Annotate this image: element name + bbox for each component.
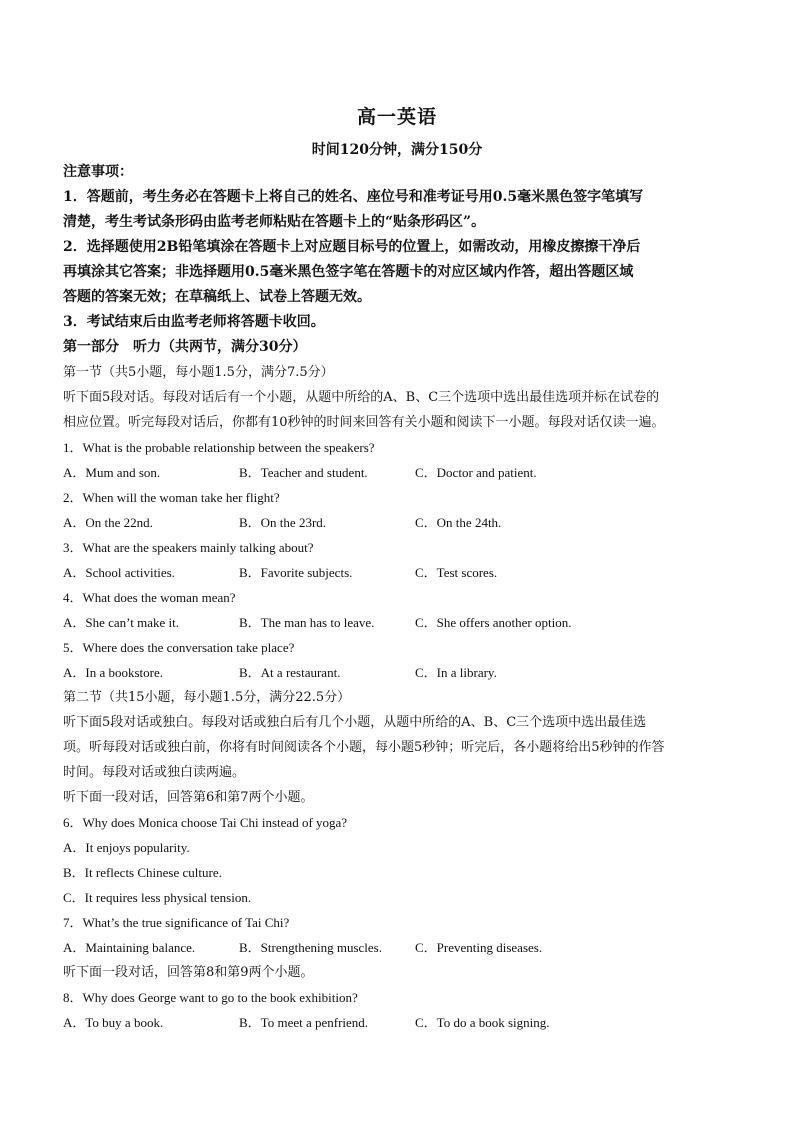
notice-item-2-line-3: 答题的答案无效；在草稿纸上、试卷上答题无效。 [63,289,371,305]
question-4-option-a: A．She can’t make it. [63,615,180,630]
dialogue-group-1-intro: 听下面一段对话，回答第6和第7两个小题。 [63,790,314,805]
question-5-options [63,660,735,685]
question-1-option-a: A．Mum and son. [63,465,161,480]
exam-content [63,160,735,1035]
question-4: 4．What does the woman mean? [63,590,236,605]
section-2-instructions-line-2: 项。听每段对话或独白前，你将有时间阅读各个小题，每小题5秒钟；听完后，各小题将给出5秒钟的作答 [63,740,665,755]
section-2-instructions-line-1: 听下面5段对话或独白。每段对话或独白后有几个小题，从题中所给的A、B、C三个选项中选出最佳选 [63,715,647,730]
notice-heading: 注意事项： [63,164,133,180]
page-title: 高一英语 [356,106,437,128]
question-3-option-b: B．Favorite subjects. [239,565,353,580]
question-8-option-a: A．To buy a book. [63,1015,164,1030]
part-1-heading: 第一部分 听力（共两节，满分30分） [63,339,307,355]
notice-item-2-line-1: 2．选择题使用2B铅笔填涂在答题卡上对应题目标号的位置上，如需改动，用橡皮擦擦干净后 [63,239,641,255]
section-1-instructions-line-1: 听下面5段对话。每段对话后有一个小题，从题中所给的A、B、C三个选项中选出最佳选项并标在试卷的 [63,390,660,405]
section-1-heading: 第一节（共5小题，每小题1.5分，满分7.5分） [63,365,334,380]
question-5-option-c: C．In a library. [415,665,497,680]
question-4-option-b: B．The man has to leave. [239,615,375,630]
section-1-instructions-line-2: 相应位置。听完每段对话后，你都有10秒钟的时间来回答有关小题和阅读下一小题。每段对话仅读一遍。 [63,415,665,430]
question-7: 7．What’s the true significance of Tai Chi? [63,915,290,930]
question-7-option-b: B．Strengthening muscles. [239,940,382,955]
question-8-option-b: B．To meet a penfriend. [239,1015,369,1030]
exam-time-score: 时间120分钟，满分150分 [311,142,483,158]
question-5-option-a: A．In a bookstore. [63,665,164,680]
question-8-options [63,1010,735,1035]
section-2-instructions-line-3: 时间。每段对话或独白读两遍。 [63,765,246,780]
question-8: 8．Why does George want to go to the book exhibition? [63,990,358,1005]
question-2-option-a: A．On the 22nd. [63,515,153,530]
question-1-option-c: C．Doctor and patient. [415,465,537,480]
notice-item-3: 3．考试结束后由监考老师将答题卡收回。 [63,314,325,330]
question-6: 6．Why does Monica choose Tai Chi instead of yoga? [63,815,348,830]
question-2-option-c: C．On the 24th. [415,515,502,530]
question-1: 1．What is the probable relationship between the speakers? [63,440,375,455]
question-1-options [63,460,735,485]
notice-item-1-line-1: 1．答题前，考生务必在答题卡上将自己的姓名、座位号和准考证号用0.5毫米黑色签字笔填写 [63,189,644,205]
question-2-options [63,510,735,535]
question-3-options [63,560,735,585]
question-4-options [63,610,735,635]
dialogue-group-2-intro: 听下面一段对话，回答第8和第9两个小题。 [63,965,314,980]
question-7-option-c: C．Preventing diseases. [415,940,543,955]
section-2-heading: 第二节（共15小题，每小题1.5分，满分22.5分） [63,690,351,705]
question-3: 3．What are the speakers mainly talking about? [63,540,314,555]
question-5-option-b: B．At a restaurant. [239,665,341,680]
notice-item-2-line-2: 再填涂其它答案；非选择题用0.5毫米黑色签字笔在答题卡的对应区域内作答，超出答题区域 [63,264,634,280]
question-8-option-c: C．To do a book signing. [415,1015,550,1030]
question-3-option-a: A．School activities. [63,565,175,580]
question-7-option-a: A．Maintaining balance. [63,940,196,955]
question-4-option-c: C．She offers another option. [415,615,572,630]
question-2-option-b: B．On the 23rd. [239,515,327,530]
question-5: 5．Where does the conversation take place? [63,640,295,655]
question-6-option-c: C．It requires less physical tension. [63,890,252,905]
question-3-option-c: C．Test scores. [415,565,498,580]
question-2: 2．When will the woman take her flight? [63,490,280,505]
question-1-option-b: B．Teacher and student. [239,465,368,480]
question-6-option-a: A．It enjoys popularity. [63,840,190,855]
question-6-option-b: B．It reflects Chinese culture. [63,865,222,880]
question-7-options [63,935,735,960]
notice-item-1-line-2: 清楚，考生考试条形码由监考老师粘贴在答题卡上的“贴条形码区”。 [63,214,486,230]
